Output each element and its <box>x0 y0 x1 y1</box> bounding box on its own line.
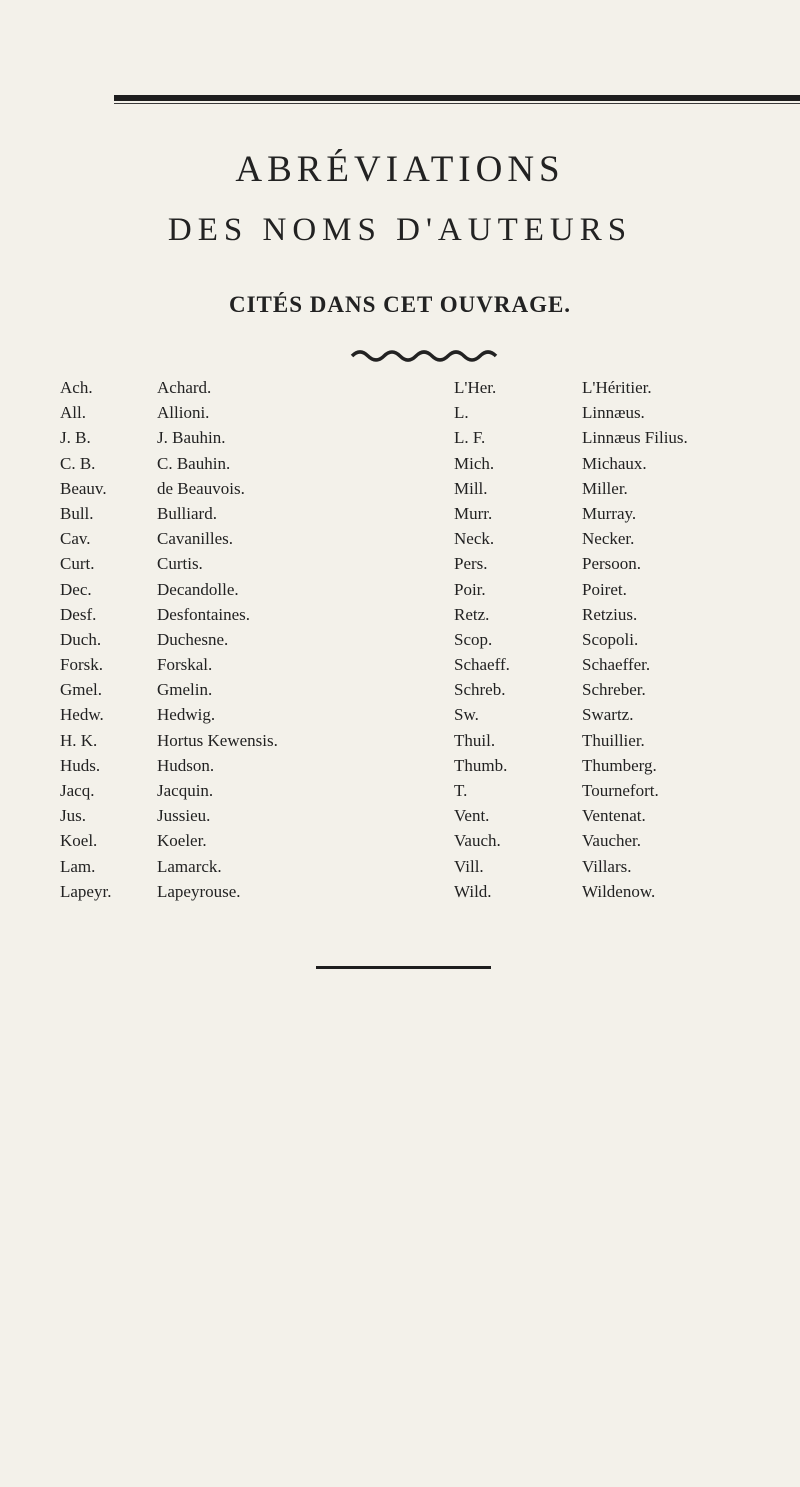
abbreviation-right: Scop. <box>454 629 493 649</box>
abbreviation-right: Schreb. <box>454 680 506 700</box>
abbreviation-left: Jus. <box>60 806 86 826</box>
abbreviation-left: Beauv. <box>60 478 107 498</box>
abbreviation-left: Curt. <box>60 554 95 574</box>
author-left: Achard. <box>157 378 212 397</box>
author-right: Swartz. <box>582 705 634 725</box>
abbreviation-right: Neck. <box>454 529 495 549</box>
table-row <box>0 476 800 501</box>
abbreviation-left: All. <box>60 403 86 423</box>
table-row <box>0 854 800 879</box>
author-left: Koeler. <box>157 831 207 851</box>
table-row <box>0 577 800 602</box>
abbreviation-right: L'Her. <box>454 378 497 397</box>
author-right: Poiret. <box>582 579 627 599</box>
abbreviation-right: Vauch. <box>454 831 501 851</box>
author-left: de Beauvois. <box>157 478 245 498</box>
author-right: Retzius. <box>582 604 638 624</box>
abbreviation-right: Mich. <box>454 453 495 473</box>
table-row <box>0 803 800 828</box>
table-row <box>0 728 800 753</box>
page-subtitle: DES NOMS D'AUTEURS <box>167 212 633 248</box>
abbreviation-right: Sw. <box>454 705 479 725</box>
table-row <box>0 778 800 803</box>
table-row <box>0 375 800 400</box>
author-left: Hudson. <box>157 755 215 775</box>
author-left: Allioni. <box>157 403 210 423</box>
table-row <box>0 828 800 853</box>
abbreviation-right: L. <box>454 403 469 423</box>
abbreviation-left: Gmel. <box>60 680 103 700</box>
author-left: Duchesne. <box>157 629 229 649</box>
author-left: Jacquin. <box>157 781 214 800</box>
abbreviation-right: Thumb. <box>454 755 508 775</box>
abbreviation-right: Retz. <box>454 604 490 624</box>
author-left: Cavanilles. <box>157 529 234 549</box>
author-right: L'Héritier. <box>582 378 652 397</box>
abbreviation-left: J. B. <box>60 428 91 448</box>
abbreviation-right: Poir. <box>454 579 486 599</box>
author-left: Lamarck. <box>157 856 222 876</box>
abbreviation-left: Jacq. <box>60 781 95 800</box>
abbreviation-right: Wild. <box>454 881 492 901</box>
page-caption: CITÉS DANS CET OUVRAGE. <box>228 292 572 317</box>
author-right: Linnæus. <box>582 403 645 423</box>
author-right: Ventenat. <box>582 806 646 826</box>
page-title: ABRÉVIATIONS <box>235 149 565 190</box>
abbreviation-right: Schaeff. <box>454 655 510 675</box>
abbreviation-left: Bull. <box>60 503 94 523</box>
abbreviation-left: H. K. <box>60 730 98 750</box>
abbreviation-left: Huds. <box>60 755 101 775</box>
author-left: Bulliard. <box>157 503 217 523</box>
author-left: Desfontaines. <box>157 604 251 624</box>
author-left: C. Bauhin. <box>157 453 231 473</box>
abbreviation-left: Hedw. <box>60 705 104 725</box>
abbreviation-left: C. B. <box>60 453 96 473</box>
author-right: Persoon. <box>582 554 642 574</box>
author-left: Lapeyrouse. <box>157 881 241 901</box>
abbreviation-table <box>0 375 800 904</box>
abbreviation-left: Desf. <box>60 604 97 624</box>
author-right: Miller. <box>582 478 628 498</box>
abbreviation-left: Lapeyr. <box>60 881 112 901</box>
table-row <box>0 753 800 778</box>
author-right: Thumberg. <box>582 755 657 775</box>
author-left: Hedwig. <box>157 705 216 725</box>
abbreviation-left: Dec. <box>60 579 92 599</box>
top-rule <box>114 95 800 101</box>
author-left: Decandolle. <box>157 579 239 599</box>
author-left: Curtis. <box>157 554 203 574</box>
table-row <box>0 652 800 677</box>
author-left: Jussieu. <box>157 806 211 826</box>
table-row <box>0 602 800 627</box>
table-row <box>0 451 800 476</box>
author-right: Necker. <box>582 529 635 549</box>
table-row <box>0 627 800 652</box>
table-row <box>0 551 800 576</box>
author-right: Scopoli. <box>582 629 639 649</box>
abbreviation-right: Thuil. <box>454 730 496 750</box>
author-left: Forskal. <box>157 655 213 675</box>
table-row <box>0 501 800 526</box>
table-row <box>0 400 800 425</box>
abbreviation-right: Vent. <box>454 806 490 826</box>
abbreviation-left: Cav. <box>60 529 91 549</box>
author-right: Tournefort. <box>582 781 659 800</box>
author-right: Michaux. <box>582 453 647 473</box>
author-right: Villars. <box>582 856 632 876</box>
abbreviation-left: Forsk. <box>60 655 103 675</box>
abbreviation-right: Vill. <box>454 856 484 876</box>
abbreviation-right: T. <box>454 781 468 800</box>
abbreviation-right: Murr. <box>454 503 493 523</box>
table-row <box>0 425 800 450</box>
abbreviation-right: L. F. <box>454 428 486 448</box>
abbreviation-left: Ach. <box>60 378 93 397</box>
author-right: Vaucher. <box>582 831 642 851</box>
author-left: Gmelin. <box>157 680 213 700</box>
abbreviation-left: Duch. <box>60 629 102 649</box>
author-left: J. Bauhin. <box>157 428 226 448</box>
author-right: Linnæus Filius. <box>582 428 688 448</box>
table-row <box>0 677 800 702</box>
table-row <box>0 879 800 904</box>
bottom-rule <box>316 966 491 969</box>
top-rule-thin <box>114 103 800 104</box>
author-right: Schaeffer. <box>582 655 651 675</box>
author-right: Schreber. <box>582 680 646 700</box>
table-row <box>0 526 800 551</box>
author-right: Thuillier. <box>582 730 645 750</box>
abbreviation-left: Lam. <box>60 856 96 876</box>
author-right: Murray. <box>582 503 637 523</box>
ornament-divider <box>350 346 500 364</box>
abbreviation-left: Koel. <box>60 831 98 851</box>
author-right: Wildenow. <box>582 881 656 901</box>
abbreviation-right: Pers. <box>454 554 488 574</box>
abbreviation-right: Mill. <box>454 478 488 498</box>
table-row <box>0 702 800 727</box>
author-left: Hortus Kewensis. <box>157 730 278 750</box>
